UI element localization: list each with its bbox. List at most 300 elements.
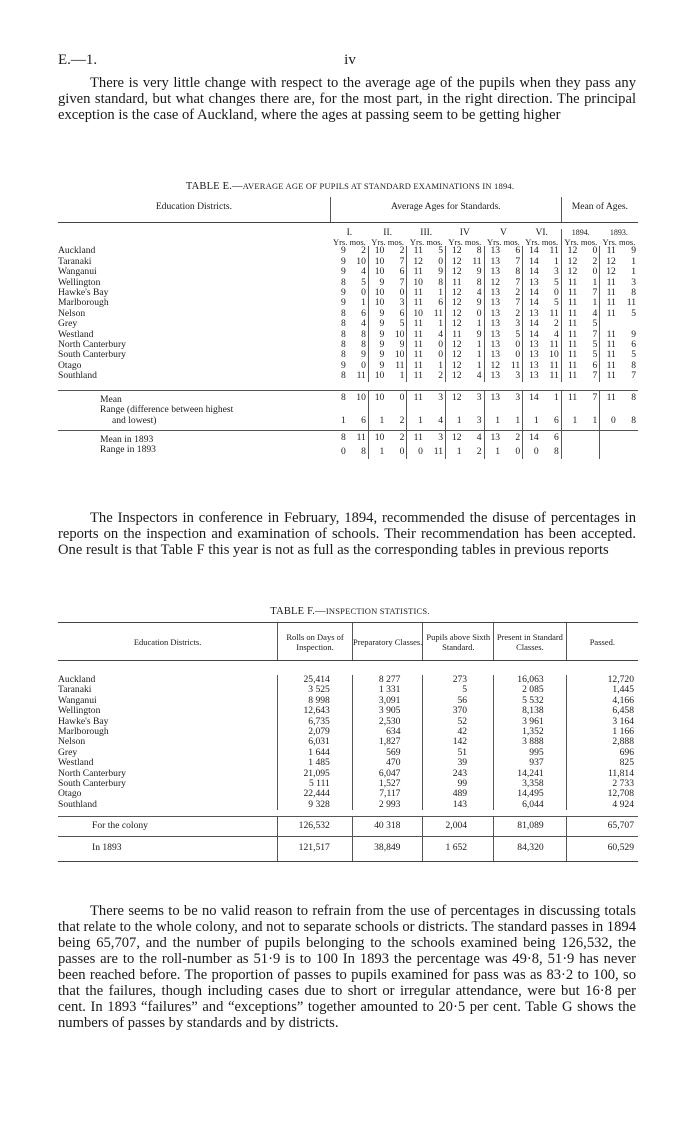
table-e-months: 11 <box>539 340 562 350</box>
table-e-months <box>577 430 600 445</box>
table-e-months: 5 <box>631 349 636 361</box>
table-e-years: 0 <box>340 445 346 457</box>
table-e-years: 9 <box>340 255 346 267</box>
table-f-value: 3 888 <box>494 737 567 747</box>
table-e-years: 10 <box>413 307 423 319</box>
table-e-months: 0 <box>346 361 369 371</box>
table-e-years: 12 <box>490 276 501 288</box>
table-e-months: 4 <box>577 309 600 319</box>
table-f-value: 3,091 <box>352 696 423 706</box>
table-e-months: 7 <box>577 371 600 381</box>
table-e-months: 9 <box>462 330 485 340</box>
table-e-district-name: Marlborough <box>58 297 109 309</box>
table-e-months: 4 <box>539 330 562 340</box>
table-e-district-name: Wanganui <box>58 266 97 278</box>
table-f-value: 65,707 <box>566 817 638 836</box>
table-e-standard-label: III. <box>420 228 433 239</box>
table-e-years: 11 <box>606 349 616 361</box>
paragraph-conclusion: There seems to be no valid reason to refrain from the use of percentages in discussing totals that relate to the whole colony, and not to separate schools or districts. The standard passes in 1894 being 65,707, and the number of pupils belonging to the schools examined being 126,532, the passes are to the roll-number as 51·9 is to 100 In 1893 the percentage was 49·8, 51·9 has never been reached before. The proportion of passes to pupils examined for pass was as 83·2 to 100, so that the failures, though including cases due to short or irregular attendance, were but 16·8 per cent. In 1893 “failures” and “exceptions” together amounted to 20·5 per cent. Table G shows the numbers of passes by standards and by districts. <box>58 903 636 1031</box>
table-f-district-name: Grey <box>58 746 78 758</box>
table-f-value: 5 111 <box>278 779 353 789</box>
table-f-value: 21,095 <box>278 769 353 779</box>
table-e-months: 3 <box>423 430 446 445</box>
table-e-district-name: South Canterbury <box>58 349 126 361</box>
table-f-district-name: Auckland <box>58 674 96 685</box>
table-e-months: 4 <box>346 267 369 277</box>
table-e-months: 8 <box>616 390 638 405</box>
table-f-row <box>58 685 638 695</box>
table-e-years: 9 <box>340 287 346 299</box>
table-e-years: 12 <box>451 297 462 309</box>
table-f-value: 5 <box>423 685 494 695</box>
table-e-months: 11 <box>539 309 562 319</box>
table-f-value: 1,827 <box>352 737 423 747</box>
table-e-years: 1 <box>418 414 423 426</box>
table-e-months: 4 <box>462 430 485 445</box>
table-e-months: 0 <box>346 288 369 298</box>
table-e-unit-label: Yrs. mos. <box>371 236 405 247</box>
table-e-years: 11 <box>413 266 423 278</box>
table-e-years: 11 <box>413 370 423 382</box>
table-e-range-label-line2: and lowest) <box>112 414 157 426</box>
table-f-value: 22,444 <box>278 789 353 799</box>
table-e-months: 8 <box>539 445 562 458</box>
table-e-months: 6 <box>346 405 369 430</box>
table-e-months: 6 <box>539 405 562 430</box>
table-e-months: 10 <box>346 257 369 267</box>
table-e-months: 0 <box>500 350 523 360</box>
table-e-unit-label: Yrs. mos. <box>602 236 636 247</box>
table-e-months: 4 <box>346 319 369 329</box>
table-f-value: 370 <box>423 706 494 716</box>
table-e-row <box>58 371 638 381</box>
table-e-mean-row <box>58 390 638 405</box>
table-f-value: 143 <box>423 800 494 810</box>
table-e-months: 11 <box>423 309 446 319</box>
table-f-value: 40 318 <box>352 817 423 836</box>
table-e-years: 12 <box>451 266 462 278</box>
table-e-months: 2 <box>500 288 523 298</box>
table-e-years: 13 <box>490 287 501 299</box>
table-e-years: 14 <box>529 266 539 278</box>
table-f-value: 2,079 <box>278 727 353 737</box>
table-e-years: 11 <box>567 276 578 288</box>
table-f-value: 2 085 <box>494 685 567 695</box>
table-e-months: 7 <box>384 278 407 288</box>
table-e-district-name: Westland <box>58 328 94 340</box>
table-e-years: 14 <box>529 245 539 257</box>
table-e-row <box>58 288 638 298</box>
table-e-row <box>58 319 638 329</box>
table-e-years: 11 <box>600 390 616 405</box>
table-e-years: 14 <box>523 430 539 445</box>
table-e-months: 11 <box>346 430 369 445</box>
table-e-years: 11 <box>413 359 423 371</box>
table-e-months: 1 <box>462 319 485 329</box>
table-e-years: 12 <box>567 245 578 257</box>
table-f-value: 12,643 <box>278 706 353 716</box>
table-e-years: 11 <box>606 245 616 257</box>
table-e-months: 5 <box>500 330 523 340</box>
table-e-months: 6 <box>423 298 446 308</box>
table-e-years: 10 <box>374 255 385 267</box>
table-e-col-average: Average Ages for Standards. <box>330 197 561 223</box>
table-e-months: 8 <box>346 330 369 340</box>
table-f-value: 3 961 <box>494 717 567 727</box>
table-e-district-name: Taranaki <box>58 255 92 267</box>
table-f-value: 9 328 <box>278 800 353 810</box>
table-f-1893-row <box>58 836 638 861</box>
table-e-years: 10 <box>413 276 423 288</box>
table-e-years: 0 <box>418 445 423 457</box>
table-e-months: 7 <box>577 288 600 298</box>
table-e-district-name: Nelson <box>58 307 86 319</box>
table-e-row <box>58 267 638 277</box>
table-f-value: 3 525 <box>278 685 353 695</box>
table-e-months: 2 <box>384 246 407 256</box>
paragraph-intro: There is very little change with respect to the average age of the pupils when they pass any given standard, but what changes there are, for the most part, in the right direction. The principal exception is the case of Auckland, where the ages at passing seem to be getting higher <box>58 75 636 123</box>
table-f-value: 25,414 <box>278 675 353 685</box>
table-e-months: 7 <box>577 390 600 405</box>
table-e-unit-label: Yrs. mos. <box>486 236 520 247</box>
table-e-months: 0 <box>500 340 523 350</box>
table-e-years: 12 <box>451 287 462 299</box>
table-f-district-name: Wanganui <box>58 694 97 706</box>
table-e-months: 11 <box>539 371 562 381</box>
table-e-months: 11 <box>539 361 562 371</box>
table-e-district-name: Hawke's Bay <box>58 287 109 299</box>
table-e-years: 10 <box>368 430 384 445</box>
table-e-months: 1 <box>462 350 485 360</box>
table-e-years: 9 <box>379 276 385 288</box>
table-f-value: 937 <box>494 758 567 768</box>
table-e-months: 1 <box>462 340 485 350</box>
table-e-years: 8 <box>340 328 346 340</box>
table-e-months: 0 <box>384 288 407 298</box>
table-e-row <box>58 278 638 288</box>
table-e-months: 10 <box>384 330 407 340</box>
table-e-standard-label: IV <box>459 228 470 239</box>
table-e-standard-label: II. <box>383 228 392 239</box>
table-e-months: 5 <box>423 246 446 256</box>
table-e-mean-1893-row <box>58 430 638 445</box>
table-e-years: 1 <box>495 414 501 426</box>
table-f-value: 634 <box>352 727 423 737</box>
table-e-months: 1 <box>577 278 600 288</box>
table-e-years <box>600 445 616 458</box>
table-f-value: 39 <box>423 758 494 768</box>
table-e-gap <box>58 382 638 391</box>
table-e-range-1893-row <box>58 445 638 458</box>
table-f-caption <box>0 606 700 617</box>
table-e-years: 10 <box>374 297 385 309</box>
table-e-years: 11 <box>567 339 578 351</box>
table-e-row <box>58 246 638 256</box>
table-e-district-name: Grey <box>58 318 78 330</box>
table-e-years: 11 <box>567 370 578 382</box>
table-e-years: 1 <box>340 414 346 426</box>
table-e-months: 1 <box>539 390 562 405</box>
table-e-months: 6 <box>539 430 562 445</box>
table-f-row <box>58 675 638 685</box>
table-e-years: 13 <box>490 266 501 278</box>
table-e-years: 11 <box>606 276 616 288</box>
table-e-months: 5 <box>577 340 600 350</box>
table-e-months: 1 <box>500 405 523 430</box>
table-e-years: 13 <box>490 245 501 257</box>
table-e-months: 1 <box>577 405 600 430</box>
table-e-years: 14 <box>523 390 539 405</box>
table-e-months: 11 <box>462 257 485 267</box>
table-e-years: 11 <box>606 339 616 351</box>
table-f-value: 3 905 <box>352 706 423 716</box>
table-e-range-label-line1: Range (difference between highest <box>100 404 234 416</box>
table-f-row <box>58 717 638 727</box>
table-e-header-row <box>58 197 638 223</box>
table-f-value: 3 164 <box>566 717 638 727</box>
table-e-years: 12 <box>606 266 616 278</box>
table-f-value: 56 <box>423 696 494 706</box>
table-e-years: 12 <box>567 255 578 267</box>
table-f-header: Education Districts. <box>58 623 278 661</box>
table-e-years: 13 <box>529 339 539 351</box>
table-e-years: 11 <box>567 287 578 299</box>
table-e-months: 1 <box>631 255 636 267</box>
table-e-years: 14 <box>529 328 539 340</box>
table-f-value: 14,241 <box>494 769 567 779</box>
table-f-value: 4 924 <box>566 800 638 810</box>
table-e-years: 8 <box>340 276 346 288</box>
table-e-months: 1 <box>384 371 407 381</box>
table-f-district-name: Nelson <box>58 736 86 748</box>
table-f-district-name: Marlborough <box>58 726 109 738</box>
table-e-months: 8 <box>631 287 636 299</box>
table-e-years: 11 <box>606 307 616 319</box>
table-f-value: 995 <box>494 748 567 758</box>
table-f-district-name: For the colony <box>58 817 278 836</box>
table-e-caption-title: AVERAGE AGE OF PUPILS AT STANDARD EXAMINATIONS IN 1894. <box>242 181 515 191</box>
table-e-months: 9 <box>346 350 369 360</box>
table-e-months: 5 <box>577 350 600 360</box>
table-e-blank <box>58 238 330 247</box>
table-e-years: 12 <box>413 255 423 267</box>
table-e-months: 9 <box>384 340 407 350</box>
table-e-months: 3 <box>500 390 523 405</box>
table-e-years: 9 <box>379 359 385 371</box>
table-e-district-name: Southland <box>58 370 97 382</box>
table-e-standard-label: 1894. <box>571 228 590 238</box>
table-e-row <box>58 309 638 319</box>
table-e-years: 9 <box>340 297 346 309</box>
table-e-months: 11 <box>626 297 636 309</box>
table-f-row <box>58 779 638 789</box>
table-e-years: 10 <box>374 266 385 278</box>
table-e-months: 11 <box>346 371 369 381</box>
table-e-years: 13 <box>529 276 539 288</box>
table-e-caption-main: TABLE E.— <box>185 181 243 192</box>
table-e-months: 8 <box>631 414 636 426</box>
table-e-years: 1 <box>572 414 578 426</box>
table-f-value: 121,517 <box>278 836 353 861</box>
table-f-value: 5 532 <box>494 696 567 706</box>
table-f-value: 6,047 <box>352 769 423 779</box>
table-f-district-name: Hawke's Bay <box>58 715 109 727</box>
table-e-years: 11 <box>567 307 578 319</box>
table-e-months: 8 <box>631 359 636 371</box>
table-f-district-name: South Canterbury <box>58 778 126 790</box>
table-e-years: 10 <box>374 245 385 257</box>
table-e-months: 10 <box>384 350 407 360</box>
table-f-caption-main: TABLE F.— <box>270 606 326 617</box>
table-e-years: 11 <box>413 245 423 257</box>
table-e-years: 13 <box>484 430 500 445</box>
table-f <box>58 622 638 862</box>
table-e-months: 1 <box>423 319 446 329</box>
table-e <box>58 197 638 459</box>
table-f-value: 2 993 <box>352 800 423 810</box>
table-f-district-name: North Canterbury <box>58 767 126 779</box>
table-e-months: 3 <box>423 390 446 405</box>
table-e-months: 7 <box>500 257 523 267</box>
table-e-years <box>561 445 577 458</box>
table-e-years <box>600 430 616 445</box>
table-e-months: 2 <box>384 405 407 430</box>
table-e-months: 1 <box>423 288 446 298</box>
table-e-years: 13 <box>490 255 501 267</box>
table-e-years: 9 <box>340 245 346 257</box>
table-f-value: 2 733 <box>566 779 638 789</box>
table-e-months: 11 <box>384 361 407 371</box>
table-e-mean-1893-label: Mean in 1893 <box>58 430 330 445</box>
table-e-months: 4 <box>462 288 485 298</box>
table-e-months: 6 <box>346 309 369 319</box>
table-f-value: 11,814 <box>566 769 638 779</box>
table-e-years: 1 <box>495 445 501 457</box>
table-f-value: 51 <box>423 748 494 758</box>
table-e-months: 5 <box>539 298 562 308</box>
table-e-years: 11 <box>606 328 616 340</box>
table-e-mean-label: Mean <box>58 390 330 405</box>
table-f-caption-title: INSPECTION STATISTICS. <box>325 606 430 616</box>
table-e-years: 11 <box>606 297 616 309</box>
table-e-years: 1 <box>379 414 385 426</box>
table-e-years: 13 <box>484 390 500 405</box>
table-e-years: 11 <box>413 287 423 299</box>
table-f-value: 16,063 <box>494 675 567 685</box>
table-f-value: 42 <box>423 727 494 737</box>
table-f-value: 273 <box>423 675 494 685</box>
table-e-years: 13 <box>529 370 539 382</box>
table-f-value: 1 644 <box>278 748 353 758</box>
table-f-district-name: In 1893 <box>58 836 278 861</box>
table-e-years: 8 <box>340 370 346 382</box>
table-e-months: 8 <box>500 267 523 277</box>
table-e-months: 9 <box>462 267 485 277</box>
table-f-value: 569 <box>352 748 423 758</box>
table-e-months: 3 <box>631 276 636 288</box>
table-e-years: 9 <box>340 266 346 278</box>
table-f-value: 84,320 <box>494 836 567 861</box>
table-f-value: 7,117 <box>352 789 423 799</box>
table-f-value: 8,138 <box>494 706 567 716</box>
table-e-years: 13 <box>529 307 539 319</box>
table-e-blank <box>58 229 330 238</box>
table-e-unit-label: Yrs. mos. <box>523 238 562 247</box>
table-e-standard-label: I. <box>346 228 353 239</box>
table-e-years: 9 <box>379 318 385 330</box>
table-e-months <box>616 445 638 458</box>
table-e-years: 12 <box>451 359 462 371</box>
table-e-years: 11 <box>413 297 423 309</box>
table-f-gap-cell <box>58 661 638 676</box>
document-reference: E.—1. <box>58 52 98 68</box>
table-e-years: 13 <box>490 349 501 361</box>
table-e-years: 12 <box>451 370 462 382</box>
table-e-years: 1 <box>456 414 462 426</box>
table-e-months: 11 <box>500 361 523 371</box>
table-e-years: 1 <box>379 445 385 457</box>
table-f-value: 81,089 <box>494 817 567 836</box>
table-e-years: 12 <box>567 266 578 278</box>
table-e-years: 12 <box>451 307 462 319</box>
table-f-row <box>58 758 638 768</box>
table-e-months: 0 <box>423 340 446 350</box>
table-e-years: 11 <box>567 318 578 330</box>
table-e-months: 4 <box>423 405 446 430</box>
table-f-value: 1,527 <box>352 779 423 789</box>
table-e-months: 8 <box>423 278 446 288</box>
table-e-years: 13 <box>490 370 501 382</box>
table-e-months <box>577 445 600 458</box>
table-e-months: 2 <box>423 371 446 381</box>
table-e-months: 3 <box>500 319 523 329</box>
table-e-months: 6 <box>577 361 600 371</box>
table-e-unit-label: Yrs. mos. <box>448 236 482 247</box>
table-f-value: 60,529 <box>566 836 638 861</box>
table-e-years: 1 <box>456 445 462 457</box>
table-e-years: 12 <box>451 339 462 351</box>
table-e-unit-label: Yrs. mos. <box>564 236 598 247</box>
table-f-header: Rolls on Days of Inspection. <box>278 623 353 661</box>
table-e-years: 11 <box>413 349 423 361</box>
table-e-months: 5 <box>539 278 562 288</box>
table-e-months: 0 <box>462 309 485 319</box>
table-e-months: 2 <box>462 445 485 458</box>
table-f-value: 142 <box>423 737 494 747</box>
table-e-range-label <box>58 405 330 430</box>
table-f-value: 243 <box>423 769 494 779</box>
table-e-months: 1 <box>577 298 600 308</box>
table-e-months: 1 <box>539 257 562 267</box>
table-f-value: 3,358 <box>494 779 567 789</box>
table-e-years: 9 <box>379 349 385 361</box>
table-f-value: 2,888 <box>566 737 638 747</box>
table-f-value: 825 <box>566 758 638 768</box>
table-e-years: 14 <box>529 297 539 309</box>
table-f-header: Pupils above Sixth Standard. <box>423 623 494 661</box>
table-e-years: 9 <box>379 328 385 340</box>
table-e-months: 11 <box>423 445 446 458</box>
table-e-months: 9 <box>423 267 446 277</box>
table-e-years: 12 <box>451 318 462 330</box>
table-e-district-name: Wellington <box>58 276 101 288</box>
table-e-district-name: Otago <box>58 359 82 371</box>
table-e-months: 2 <box>500 430 523 445</box>
table-e-months: 1 <box>346 298 369 308</box>
table-f-value: 12,720 <box>566 675 638 685</box>
table-f-row <box>58 789 638 799</box>
table-e-months: 8 <box>346 340 369 350</box>
